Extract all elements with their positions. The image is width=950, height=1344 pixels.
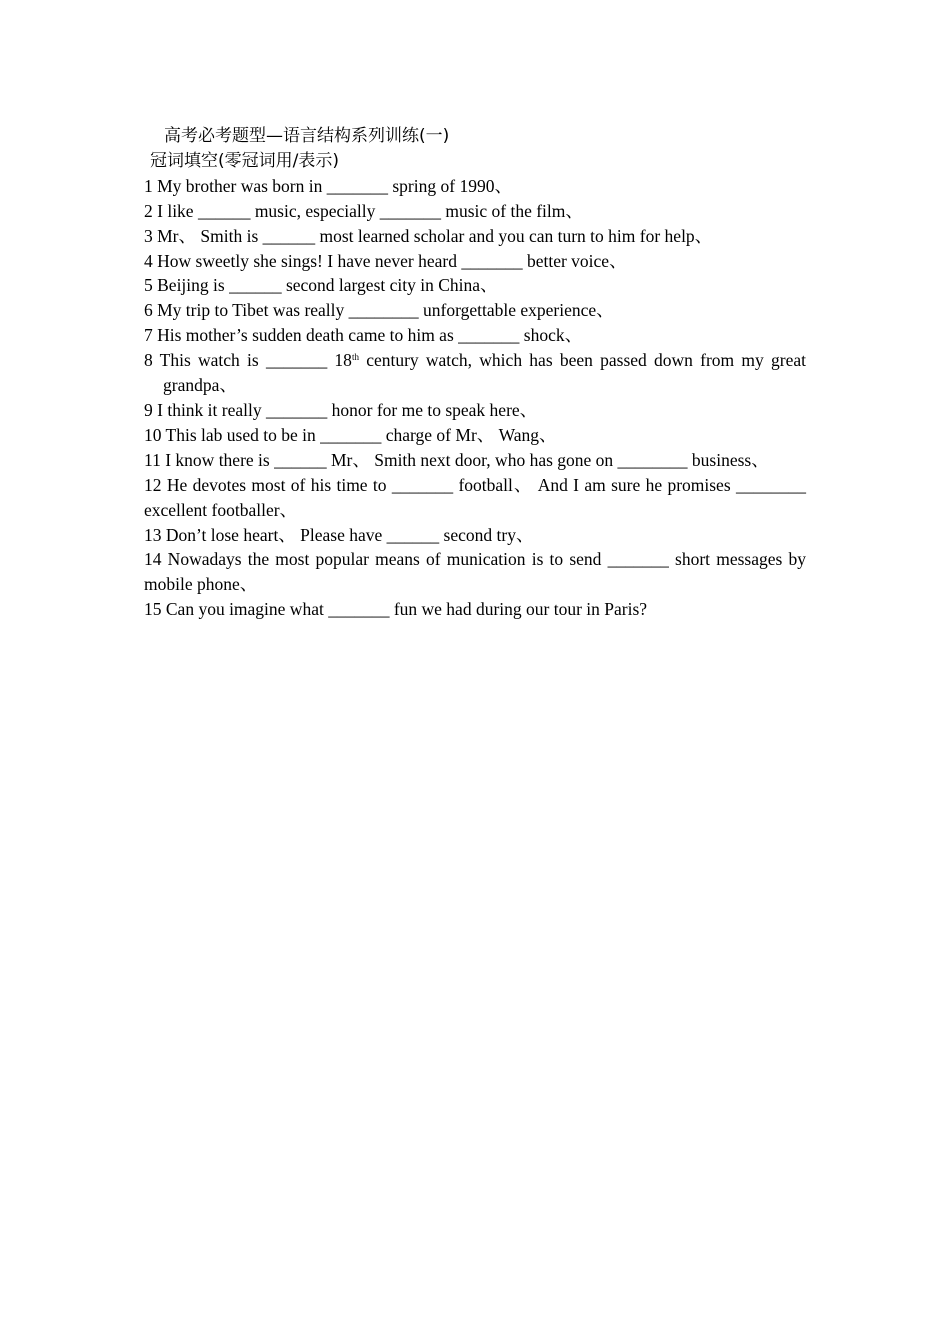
- section-subtitle: 冠词填空(零冠词用/表示): [150, 150, 339, 171]
- question-8: [144, 348, 806, 398]
- question-8-text-start: 8 This watch is _______ 18: [144, 350, 352, 371]
- page-title: 高考必考题型—语言结构系列训练(一): [164, 126, 450, 146]
- question-12: 12 He devotes most of his time to _______ football、 And I am sure he promises ________ excellent footballer、: [144, 474, 806, 520]
- question-10: 10 This lab used to be in _______ charge of Mr、 Wang、: [144, 424, 557, 445]
- question-7: 7 His mother’s sudden death came to him as _______ shock、: [144, 325, 583, 346]
- question-3: 3 Mr、 Smith is ______ most learned scholar and you can turn to him for help、: [144, 225, 713, 246]
- document-body: [144, 124, 806, 622]
- question-11: 11 I know there is ______ Mr、 Smith next door, who has gone on ________ business、: [144, 449, 769, 470]
- question-9: 9 I think it really _______ honor for me to speak here、: [144, 399, 538, 420]
- question-6: 6 My trip to Tibet was really ________ unforgettable experience、: [144, 300, 614, 321]
- question-8-text-end: century watch, which has been passed down from my great grandpa、: [163, 350, 806, 396]
- question-15: 15 Can you imagine what _______ fun we had during our tour in Paris?: [144, 599, 648, 620]
- question-13: 13 Don’t lose heart、 Please have ______ second try、: [144, 524, 534, 545]
- question-14: 14 Nowadays the most popular means of munication is to send _______ short messages by mobile phone、: [144, 549, 806, 595]
- ordinal-suffix: th: [351, 352, 359, 363]
- question-2: 2 I like ______ music, especially _______ music of the film、: [144, 200, 583, 221]
- question-5: 5 Beijing is ______ second largest city in China、: [144, 275, 498, 296]
- question-1: 1 My brother was born in _______ spring of 1990、: [144, 175, 512, 196]
- question-4: 4 How sweetly she sings! I have never heard _______ better voice、: [144, 250, 627, 271]
